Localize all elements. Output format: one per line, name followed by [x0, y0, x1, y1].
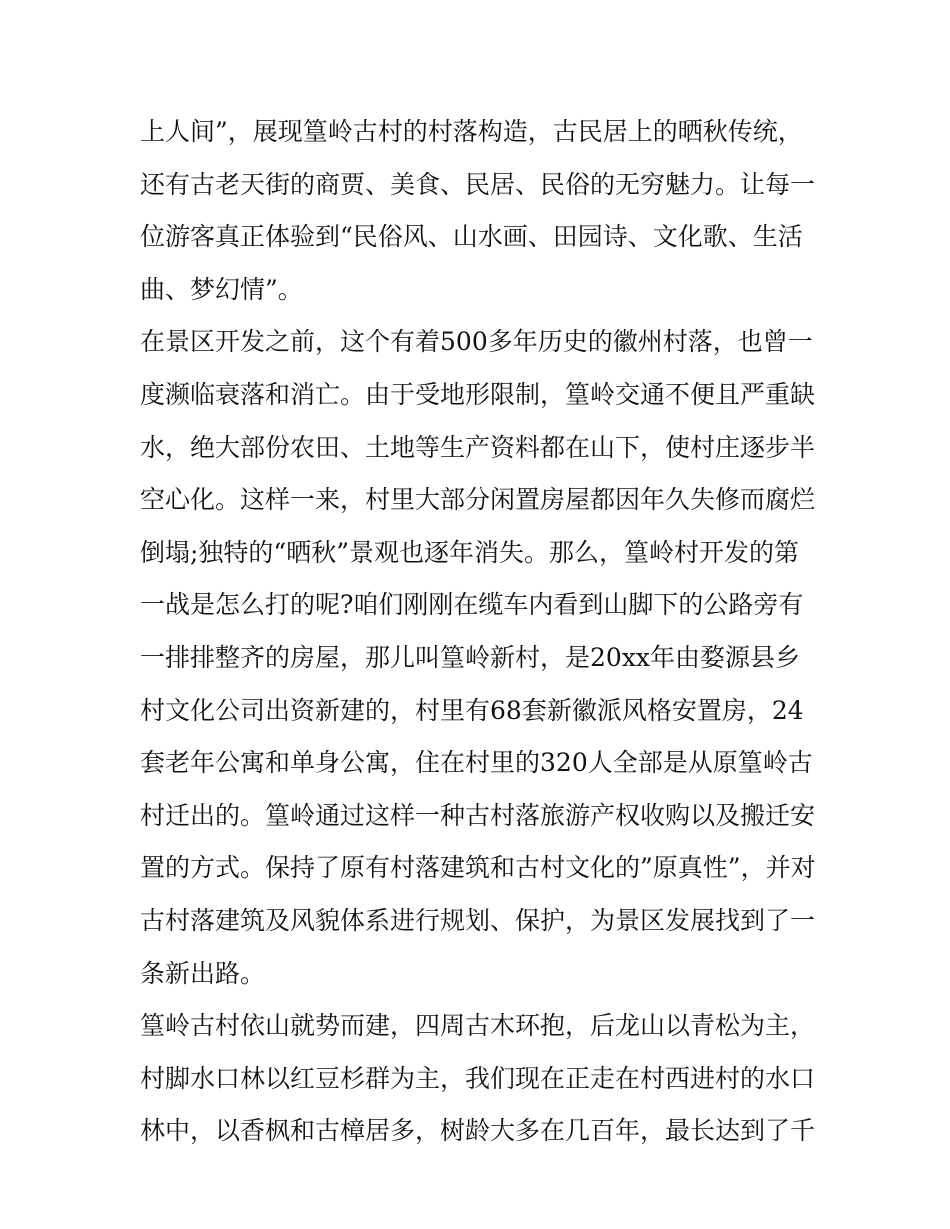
text-line: 水，绝大部份农田、土地等生产资料都在山下，使村庄逐步半: [140, 432, 816, 462]
text-line: 曲、梦幻情”。: [140, 274, 303, 304]
text-line: 古村落建筑及风貌体系进行规划、保护，为景区发展找到了一: [140, 905, 816, 935]
text-line: 空心化。这样一来，村里大部分闲置房屋都因年久失修而腐烂: [140, 485, 816, 515]
body-text: [140, 106, 820, 1158]
text-line: 在景区开发之前，这个有着500多年历史的徽州村落，也曾一: [140, 327, 813, 357]
text-line: 一排排整齐的房屋，那儿叫篁岭新村，是20xx年由婺源县乡: [140, 642, 801, 672]
text-line: 村迁出的。篁岭通过这样一种古村落旅游产权收购以及搬迁安: [140, 800, 816, 830]
text-line: 度濒临衰落和消亡。由于受地形限制，篁岭交通不便且严重缺: [140, 379, 816, 409]
text-line: 还有古老天街的商贾、美食、民居、民俗的无穷魅力。让每一: [140, 169, 816, 199]
text-line: 一战是怎么打的呢?咱们刚刚在缆车内看到山脚下的公路旁有: [140, 590, 804, 620]
text-line: 村脚水口林以红豆杉群为主，我们现在正走在村西进村的水口: [140, 1063, 816, 1093]
text-line: 倒塌;独特的“晒秋”景观也逐年消失。那么，篁岭村开发的第: [140, 537, 799, 567]
text-line: 置的方式。保持了原有村落建筑和古村文化的”原真性”，并对: [140, 853, 816, 883]
text-line: 篁岭古村依山就势而建，四周古木环抱，后龙山以青松为主，: [140, 1011, 816, 1041]
text-line: 套老年公寓和单身公寓，住在村里的320人全部是从原篁岭古: [140, 748, 813, 778]
text-line: 上人间”，展现篁岭古村的村落构造，古民居上的晒秋传统，: [140, 117, 803, 146]
text-line: 条新出路。: [140, 958, 266, 988]
text-line: 林中，以香枫和古樟居多，树龄大多在几百年，最长达到了千: [140, 1116, 816, 1146]
text-line: 位游客真正体验到“民俗风、山水画、田园诗、文化歌、生活: [140, 222, 803, 252]
text-line: 村文化公司出资新建的，村里有68套新徽派风格安置房，24: [140, 695, 804, 725]
